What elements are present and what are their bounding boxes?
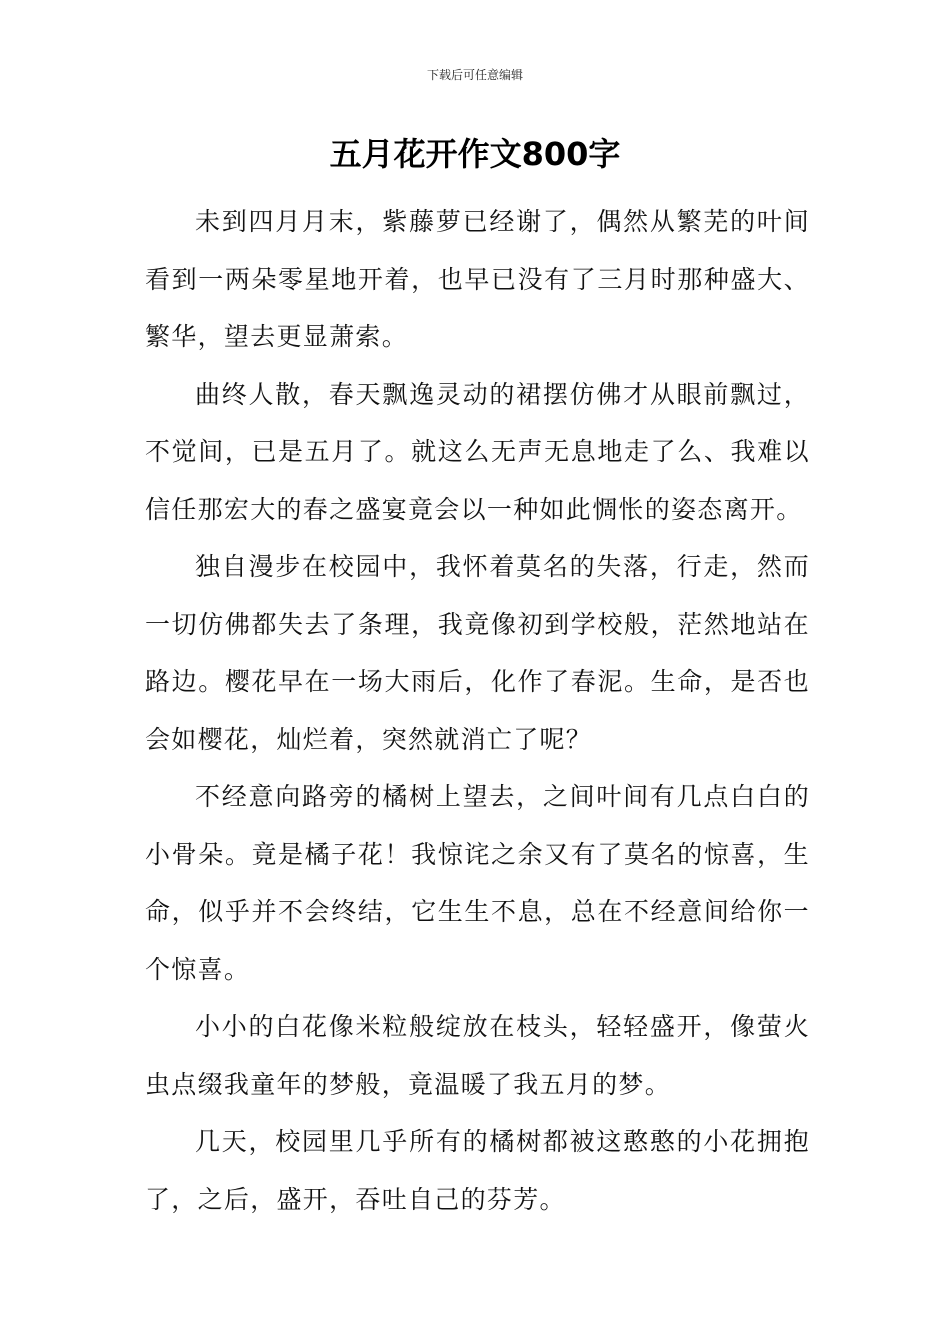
paragraph-2: 曲终人散，春天飘逸灵动的裙摆仿佛才从眼前飘过，不觉间，已是五月了。就这么无声无息地走了么、我难以信任那宏大的春之盛宴竟会以一种如此惆怅的姿态离开。 bbox=[145, 379, 810, 524]
paragraph-3: 独自漫步在校园中，我怀着莫名的失落，行走，然而一切仿佛都失去了条理，我竟像初到学校般，茫然地站在路边。樱花早在一场大雨后，化作了春泥。生命，是否也会如樱花，灿烂着，突然就消亡了呢？ bbox=[145, 552, 810, 754]
document-title: 五月花开作文800字 bbox=[329, 135, 621, 173]
paragraph-4: 不经意向路旁的橘树上望去，之间叶间有几点白白的小骨朵。竟是橘子花！我惊诧之余又有了莫名的惊喜，生命，似乎并不会终结，它生生不息，总在不经意间给你一个惊喜。 bbox=[145, 782, 810, 984]
paragraph-5: 小小的白花像米粒般绽放在枝头，轻轻盛开，像萤火虫点缀我童年的梦般，竟温暖了我五月的梦。 bbox=[145, 1012, 810, 1099]
paragraph-6: 几天，校园里几乎所有的橘树都被这憨憨的小花拥抱了，之后，盛开，吞吐自己的芬芳。 bbox=[145, 1127, 810, 1214]
paragraph-1: 未到四月月末，紫藤萝已经谢了，偶然从繁芜的叶间看到一两朵零星地开着，也早已没有了三月时那种盛大、繁华，望去更显萧索。 bbox=[145, 207, 810, 351]
document-body bbox=[145, 193, 810, 1228]
page-header-note: 下载后可任意编辑 bbox=[426, 68, 523, 82]
